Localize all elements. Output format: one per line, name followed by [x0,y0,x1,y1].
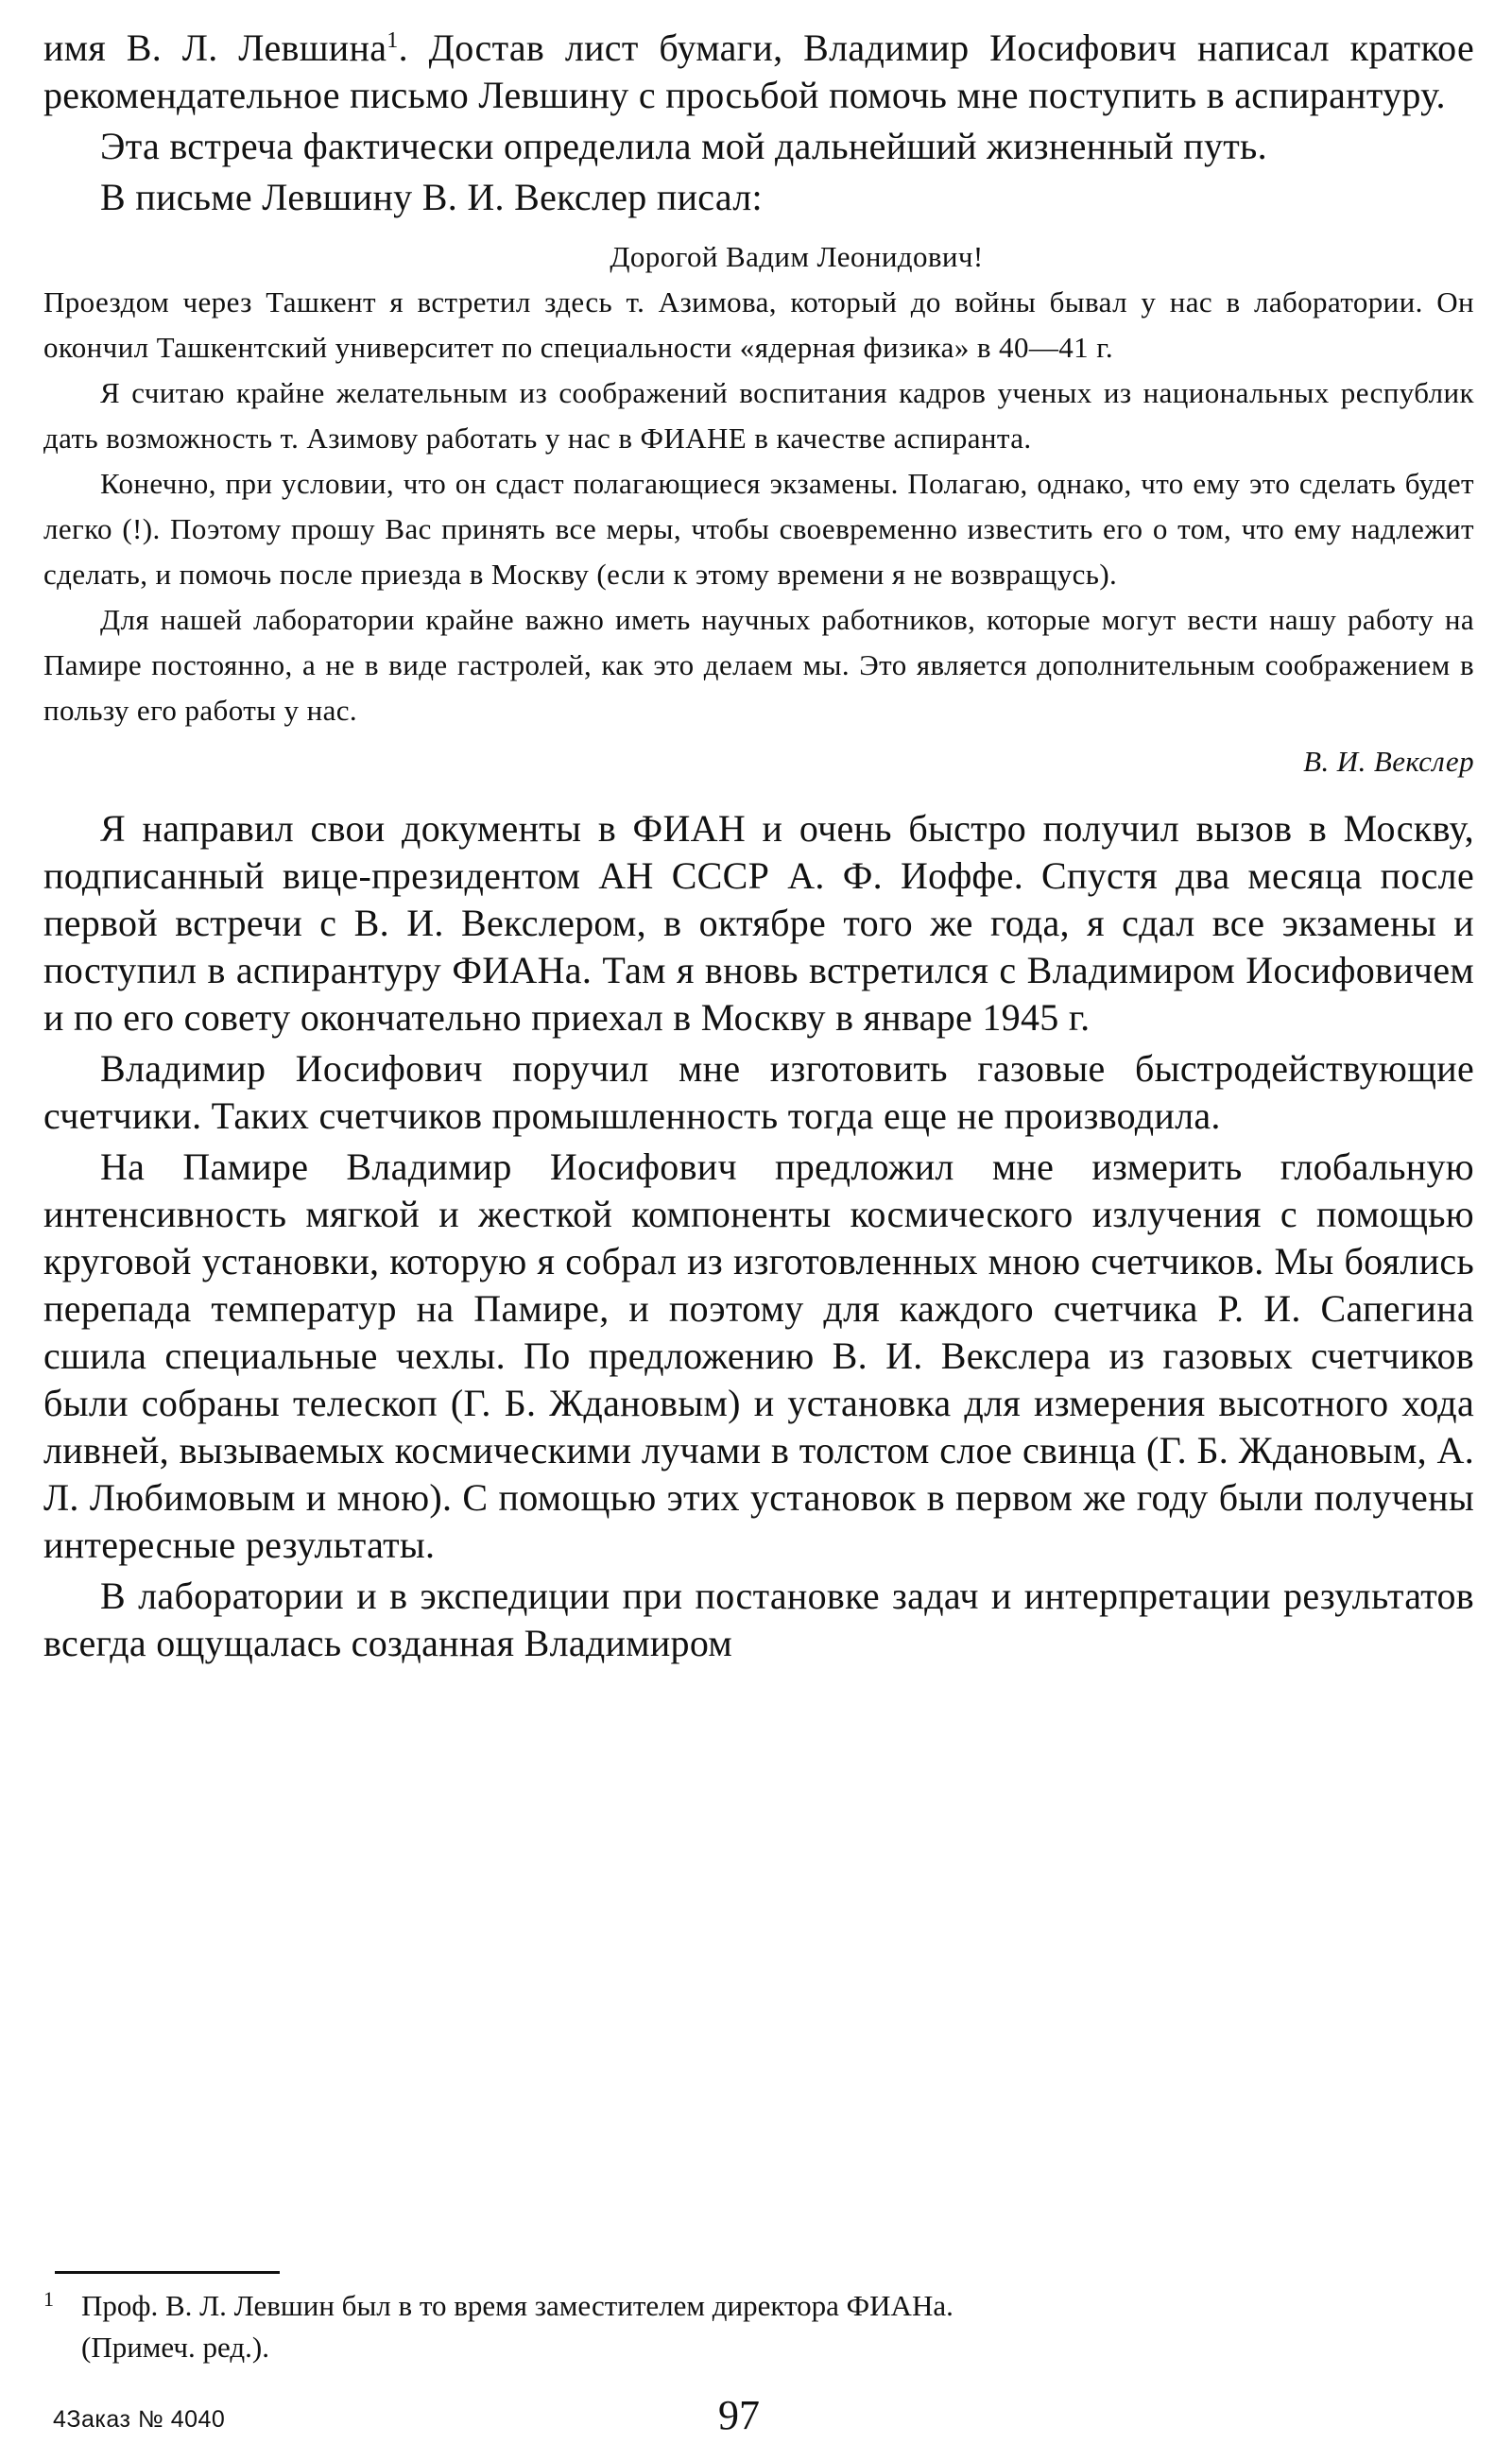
page-number: 97 [718,2392,760,2438]
paragraph-opening [43,25,1474,119]
paragraph-meeting: Эта встреча фактически определила мой дальнейший жизненный путь. [100,125,1267,167]
letter-salutation: Дорогой Вадим Леонидович! [610,240,984,273]
paragraph-opening-text: имя В. Л. Левшина [43,26,387,69]
letter-paragraph: Я считаю крайне желательным из соображений воспитания кадров ученых из национальных республик дать возможность т. Азимову работать у нас в ФИАНЕ в качестве аспиранта. [43,376,1474,455]
footnote [43,2285,1474,2368]
letter-signature: В. И. Векслер [1303,745,1474,778]
footnote-divider [55,2271,280,2274]
footnote-editor-note: (Примеч. ред.). [81,2331,269,2364]
print-order-number: 4Заказ № 4040 [53,2406,226,2433]
letter-paragraph: Конечно, при условии, что он сдаст полагающиеся экзамены. Полагаю, однако, что ему это сделать будет легко (!). Поэтому прошу Вас принять все меры, чтобы своевременно известить его о том, что ему надлежит сделать, и помочь после приезда в Москву (если к этому времени я не возвращусь). [43,467,1474,591]
letter-paragraph: Для нашей лаборатории крайне важно иметь научных работников, которые могут вести нашу работу на Памире постоянно, а не в виде гастролей, как это делаем мы. Это является дополнительным соображением в пользу его работы у нас. [43,603,1474,727]
quoted-letter [43,234,1474,784]
footnote-line: 1 Проф. В. Л. Левшин был в то время заместителем директора ФИАНа. [43,2287,954,2322]
paragraph-laboratory: В лаборатории и в экспедиции при постановке задач и интерпретации результатов всегда ощущалась созданная Владимиром [43,1575,1474,1664]
paragraph-counters: Владимир Иосифович поручил мне изготовить газовые быстродействующие счетчики. Таких счетчиков промышленность тогда еще не производила. [43,1047,1474,1137]
footnote-text: Проф. В. Л. Левшин был в то время заместителем директора ФИАНа. [81,2289,954,2322]
paragraph-pamir: На Памире Владимир Иосифович предложил мне измерить глобальную интенсивность мягкой и жесткой компоненты космического излучения с помощью круговой установки, которую я собрал из изготовленных мною счетчиков. Мы боялись перепада температур на Памире, и поэтому для каждого счетчика Р. И. Сапегина сшила специальные чехлы. По предложению В. И. Векслера из газовых счетчиков были собраны телескоп (Г. Б. Ждановым) и установка для измерения высотного хода ливней, вызываемых космическими лучами в толстом слое свинца (Г. Б. Ждановым, А. Л. Любимовым и мною). С помощью этих установок в первом же году были получены интересные результаты. [43,1145,1474,1566]
footnote-reference: 1 [387,28,399,53]
page-body [43,25,1474,1667]
paragraph-opening-continuation: . Достав лист бумаги, Владимир Иосифович написал краткое рекомендательное письмо Левшину с просьбой помочь мне поступить в аспирантуру. [43,26,1474,116]
letter-paragraph: Проездом через Ташкент я встретил здесь т. Азимова, который до войны бывал у нас в лаборатории. Он окончил Ташкентский университет по специальности «ядерная физика» в 40—41 г. [43,285,1474,364]
paragraph-letter-intro: В письме Левшину В. И. Векслер писал: [100,176,763,218]
main-text [43,805,1474,1667]
paragraph-documents: Я направил свои документы в ФИАН и очень быстро получил вызов в Москву, подписанный вице-президентом АН СССР А. Ф. Иоффе. Спустя два месяца после первой встречи с В. И. Векслером, в октябре того же года, я сдал все экзамены и поступил в аспирантуру ФИАНа. Там я вновь встретился с Владимиром Иосифовичем и по его совету окончательно приехал в Москву в январе 1945 г. [43,807,1474,1039]
